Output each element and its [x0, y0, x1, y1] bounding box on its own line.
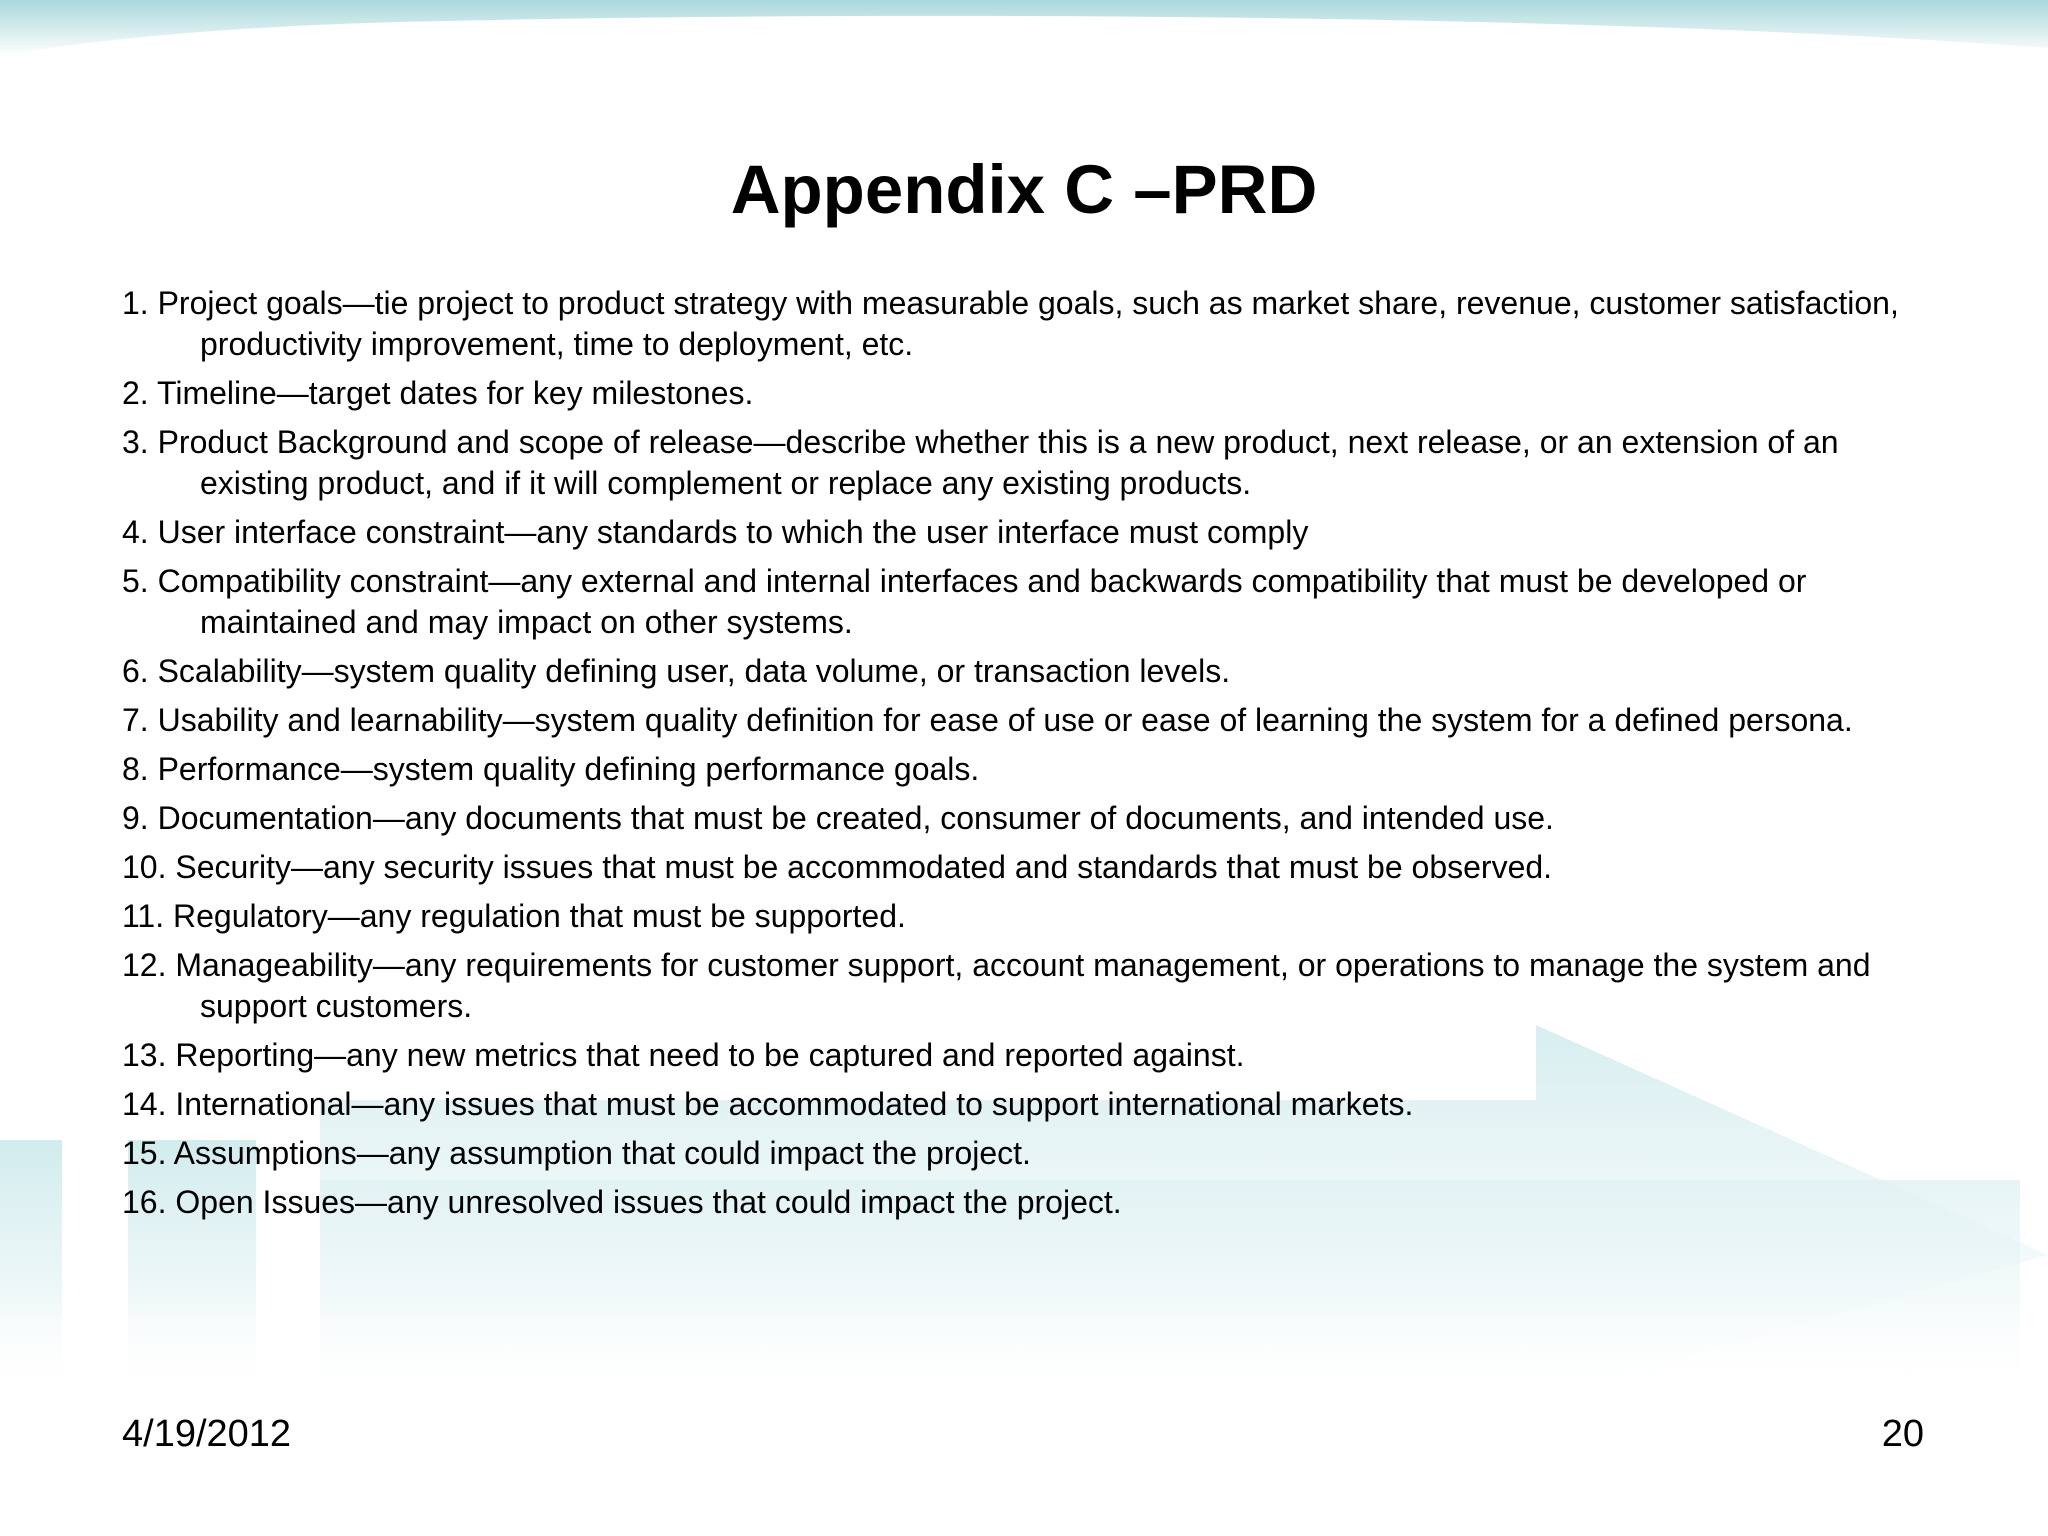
list-item — [122, 512, 1952, 553]
item-number: 13. — [122, 1037, 167, 1073]
item-text: Documentation—any documents that must be created, consumer of documents, and intended use. — [157, 800, 1554, 836]
item-text: Assumptions—any assumption that could impact the project. — [173, 1135, 1031, 1171]
list-item — [122, 847, 1952, 888]
item-text: User interface constraint—any standards to which the user interface must comply — [157, 514, 1309, 550]
item-text: Product Background and scope of release—describe whether this is a new product, next release, or an extension of an existing product, and if it will complement or replace any existing products. — [157, 424, 1839, 501]
list-item — [122, 1133, 1952, 1174]
item-number: 3. — [122, 424, 149, 460]
item-number: 14. — [122, 1086, 167, 1122]
item-number: 12. — [122, 947, 167, 983]
item-text: Timeline—target dates for key milestones. — [157, 375, 754, 411]
item-text: Performance—system quality defining performance goals. — [157, 751, 980, 787]
list-item — [122, 749, 1952, 790]
item-number: 7. — [122, 702, 149, 738]
item-text: International—any issues that must be accommodated to support international markets. — [175, 1086, 1414, 1122]
item-text: Security—any security issues that must be accommodated and standards that must be observed. — [175, 849, 1553, 885]
item-text: Compatibility constraint—any external and internal interfaces and backwards compatibility that must be developed or maintained and may impact on other systems. — [157, 563, 1807, 640]
item-text: Project goals—tie project to product strategy with measurable goals, such as market share, revenue, customer satisfaction, productivity improvement, time to deployment, etc. — [157, 285, 1899, 362]
item-text: Scalability—system quality defining user, data volume, or transaction levels. — [157, 653, 1231, 689]
item-number: 5. — [122, 563, 149, 599]
list-item — [122, 1182, 1952, 1223]
item-number: 2. — [122, 375, 149, 411]
top-wave-band — [0, 0, 2048, 70]
item-text: Reporting—any new metrics that need to be captured and reported against. — [175, 1037, 1245, 1073]
item-number: 6. — [122, 653, 149, 689]
decor-bar-1 — [0, 1140, 62, 1400]
list-item — [122, 945, 1952, 1027]
item-number: 11. — [122, 898, 165, 934]
list-item — [122, 651, 1952, 692]
item-text: Open Issues—any unresolved issues that could impact the project. — [175, 1184, 1122, 1220]
item-text: Regulatory—any regulation that must be supported. — [173, 898, 906, 934]
list-item — [122, 1035, 1952, 1076]
page-number: 20 — [1881, 1413, 1924, 1455]
list-item — [122, 283, 1952, 365]
requirements-list — [122, 283, 1952, 1231]
list-item — [122, 1084, 1952, 1125]
footer-date: 4/19/2012 — [122, 1413, 292, 1455]
list-item — [122, 896, 1952, 937]
list-item — [122, 700, 1952, 741]
list-item — [122, 373, 1952, 414]
slide-title: Appendix C –PRD — [730, 151, 1318, 228]
item-number: 8. — [122, 751, 149, 787]
item-number: 15. — [122, 1135, 167, 1171]
item-text: Usability and learnability—system quality definition for ease of use or ease of learning the system for a defined persona. — [157, 702, 1853, 738]
list-item — [122, 561, 1952, 643]
item-number: 4. — [122, 514, 149, 550]
list-item — [122, 798, 1952, 839]
item-text: Manageability—any requirements for customer support, account management, or operations to manage the system and support customers. — [175, 947, 1871, 1024]
item-number: 9. — [122, 800, 149, 836]
item-number: 10. — [122, 849, 167, 885]
list-item — [122, 422, 1952, 504]
item-number: 1. — [122, 285, 149, 321]
item-number: 16. — [122, 1184, 167, 1220]
